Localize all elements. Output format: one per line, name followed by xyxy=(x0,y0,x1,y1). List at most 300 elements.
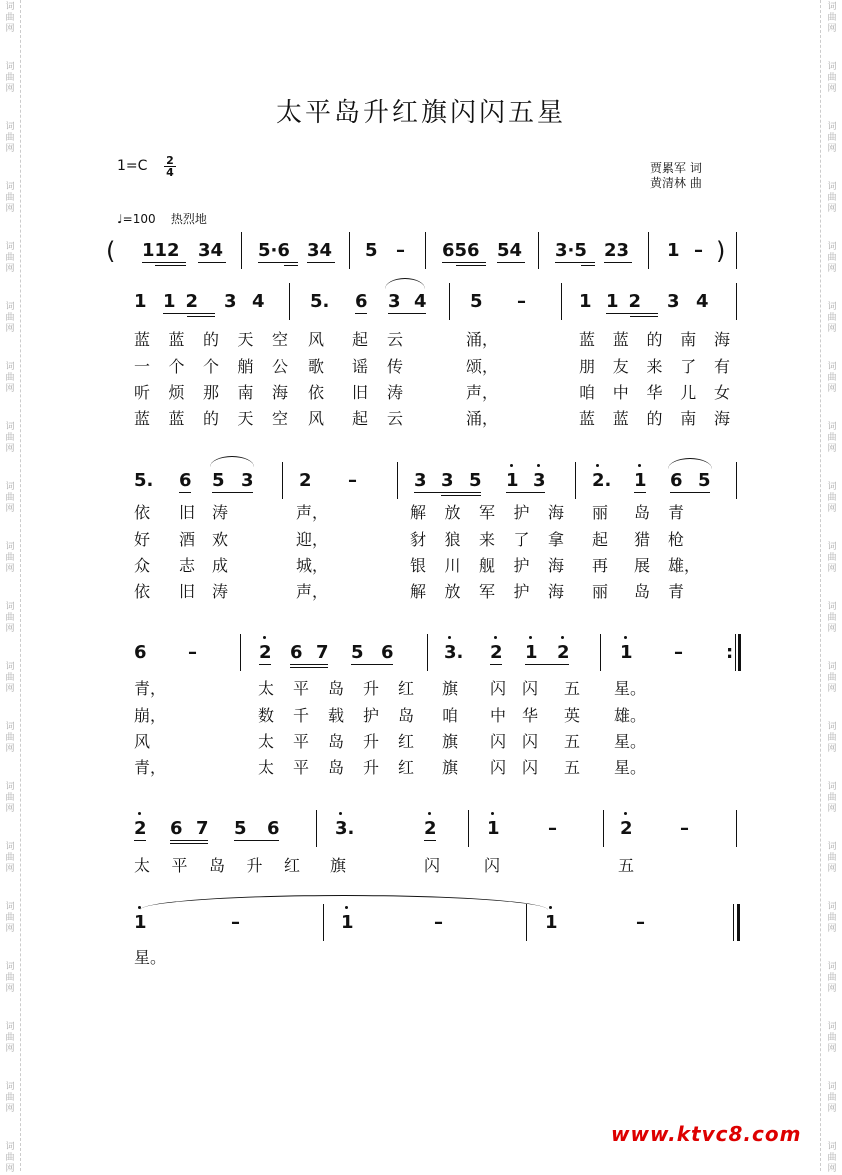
barline xyxy=(575,462,576,499)
watermark-mark: 词 曲 网 xyxy=(827,962,837,994)
note: 23 xyxy=(604,240,630,261)
note: 112 xyxy=(142,240,180,261)
lyric-char: 放 xyxy=(444,503,461,522)
tie xyxy=(140,895,548,910)
note: 6 xyxy=(355,291,368,312)
lyric-char: 天 xyxy=(237,330,254,349)
high-dot xyxy=(510,464,513,467)
watermark-mark: 词 曲 网 xyxy=(5,422,15,454)
high-dot xyxy=(345,906,348,909)
note: 6 xyxy=(179,470,192,491)
dash: – xyxy=(636,912,645,933)
lyric-char: 岛 xyxy=(398,706,415,725)
lyric-syllable: 城， xyxy=(296,556,329,575)
watermark-mark: 词 曲 网 xyxy=(5,602,15,634)
lyric-syllable: 好 xyxy=(134,530,151,549)
note: 6 xyxy=(134,642,147,663)
lyric-char: 平 xyxy=(171,856,188,875)
right-margin-line xyxy=(820,0,821,1171)
barline xyxy=(733,904,734,941)
lyric-syllable: 丽 xyxy=(592,582,609,601)
note: 1 xyxy=(667,240,680,261)
high-dot xyxy=(138,906,141,909)
lyric-syllable: 青 xyxy=(668,582,685,601)
high-dot xyxy=(537,464,540,467)
lyric-char: 拿 xyxy=(548,530,565,549)
lyric-syllable: 涌， xyxy=(466,409,499,428)
lyric-char: 个 xyxy=(168,357,185,376)
lyric-char: 蓝 xyxy=(134,330,151,349)
lyric-char: 有 xyxy=(714,357,731,376)
lyric-syllable: 颂， xyxy=(466,357,499,376)
lyric-syllable: 枪 xyxy=(668,530,685,549)
note: 5·6 xyxy=(258,240,290,261)
lyric-syllable: 闪 xyxy=(490,732,507,751)
underline xyxy=(234,840,279,841)
lyric-syllable: 星。 xyxy=(614,679,647,698)
final-barline xyxy=(738,634,741,671)
lyric-char: 护 xyxy=(513,582,530,601)
lyric-char: 海 xyxy=(714,330,731,349)
dash: – xyxy=(674,642,683,663)
watermark-mark: 词 曲 网 xyxy=(5,542,15,574)
lyric-char: 蓝 xyxy=(168,330,185,349)
lyric-char: 烦 xyxy=(168,383,185,402)
barline xyxy=(600,634,601,671)
lyric-char: 升 xyxy=(363,679,380,698)
lyric-char: 南 xyxy=(237,383,254,402)
barline xyxy=(241,232,242,269)
barline xyxy=(603,810,604,847)
lyric-char: 狼 xyxy=(444,530,461,549)
barline xyxy=(736,283,737,320)
barline xyxy=(397,462,398,499)
underline xyxy=(290,667,328,668)
high-dot xyxy=(638,464,641,467)
watermark-mark: 词 曲 网 xyxy=(827,1082,837,1114)
tempo-mark: ♩=100 xyxy=(117,212,156,226)
lyric-char: 咱 xyxy=(579,383,596,402)
lyric-char: 南 xyxy=(680,330,697,349)
underline xyxy=(351,664,393,665)
note: 2 xyxy=(134,818,147,839)
lyric-char: 华 xyxy=(646,383,663,402)
watermark-mark: 词 曲 网 xyxy=(827,842,837,874)
dash: – xyxy=(548,818,557,839)
lyric-syllable: 五 xyxy=(564,732,581,751)
lyric-syllable: 五 xyxy=(618,856,635,875)
lyric-syllable: 众 xyxy=(134,556,151,575)
underline xyxy=(525,664,569,665)
dash: – xyxy=(231,912,240,933)
underline xyxy=(634,492,646,493)
lyric-char: 那 xyxy=(203,383,220,402)
lyric-char: 蓝 xyxy=(579,409,596,428)
note: 1 xyxy=(634,470,647,491)
barline xyxy=(316,810,317,847)
underline xyxy=(170,843,208,844)
underline xyxy=(424,840,436,841)
barline xyxy=(736,232,737,269)
watermark-mark: 词 曲 网 xyxy=(827,602,837,634)
lyric-syllable: 云 xyxy=(387,330,404,349)
watermark-mark: 词 曲 网 xyxy=(5,302,15,334)
lyric-syllable: 咱 xyxy=(442,706,459,725)
note: 5. xyxy=(310,291,330,312)
lyric-syllable: 闪 xyxy=(522,679,539,698)
lyric-char: 友 xyxy=(612,357,629,376)
watermark-mark: 词 曲 网 xyxy=(5,842,15,874)
dash: – xyxy=(517,291,526,312)
watermark-mark: 词 曲 网 xyxy=(827,902,837,934)
lyric-char: 军 xyxy=(479,582,496,601)
watermark-mark: 词 曲 网 xyxy=(5,662,15,694)
lyric-char: 儿 xyxy=(680,383,697,402)
underline xyxy=(606,313,658,314)
watermark-mark: 词 曲 网 xyxy=(827,242,837,274)
lyric-syllable: 旧 xyxy=(352,383,369,402)
lyric-char: 来 xyxy=(479,530,496,549)
watermark-mark: 词 曲 网 xyxy=(827,302,837,334)
note: 3 xyxy=(224,291,237,312)
lyric-syllable: 青 xyxy=(668,503,685,522)
lyric-syllable: 声， xyxy=(466,383,499,402)
high-dot xyxy=(339,812,342,815)
lyric-syllable: 闪 xyxy=(490,758,507,777)
lyric-syllable: 闪 xyxy=(522,758,539,777)
lyric-char: 豺 xyxy=(410,530,427,549)
watermark-mark: 词 曲 网 xyxy=(5,242,15,274)
lyric-char: 千 xyxy=(293,706,310,725)
lyric-syllable: 涛 xyxy=(212,503,229,522)
lyric-char: 红 xyxy=(284,856,301,875)
barline xyxy=(323,904,324,941)
lyric-syllable: 闪 xyxy=(490,679,507,698)
watermark-mark: 词 曲 网 xyxy=(5,962,15,994)
watermark-mark: 词 曲 网 xyxy=(827,782,837,814)
watermark-mark: 词 曲 网 xyxy=(827,62,837,94)
watermark-mark: 词 曲 网 xyxy=(827,662,837,694)
lyric-char: 岛 xyxy=(328,758,345,777)
lyric-char: 红 xyxy=(398,732,415,751)
underline xyxy=(506,492,545,493)
underline xyxy=(259,664,271,665)
tempo-text: 热烈地 xyxy=(170,212,207,226)
high-dot xyxy=(448,636,451,639)
dash: – xyxy=(694,240,703,261)
key-signature: 1=C xyxy=(117,158,148,174)
barline xyxy=(736,462,737,499)
note: 3 xyxy=(533,470,546,491)
lyric-char: 太 xyxy=(134,856,151,875)
note: 3 xyxy=(441,470,454,491)
lyric-char: 朋 xyxy=(579,357,596,376)
underline xyxy=(630,316,658,317)
note: 2 xyxy=(620,818,633,839)
note: 3 xyxy=(667,291,680,312)
note: 1 xyxy=(506,470,519,491)
lyric-syllable: 闪 xyxy=(484,856,501,875)
note: 1 xyxy=(545,912,558,933)
lyric-char: 天 xyxy=(237,409,254,428)
website-url: www.ktvc8.com xyxy=(611,1122,802,1146)
underline xyxy=(179,492,191,493)
lyric-syllable: 青， xyxy=(134,679,167,698)
watermark-mark: 词 曲 网 xyxy=(827,422,837,454)
lyric-char: 空 xyxy=(272,409,289,428)
note: 1 xyxy=(341,912,354,933)
underline xyxy=(170,840,208,841)
underline xyxy=(555,262,595,263)
lyric-syllable: 五 xyxy=(564,679,581,698)
lyric-syllable: 雄， xyxy=(668,556,701,575)
lyric-char: 解 xyxy=(410,582,427,601)
lyric-char: 的 xyxy=(646,409,663,428)
high-dot xyxy=(549,906,552,909)
underline xyxy=(441,495,481,496)
open-paren: ( xyxy=(106,237,116,265)
watermark-mark: 词 曲 网 xyxy=(5,482,15,514)
barline xyxy=(648,232,649,269)
underline xyxy=(604,262,632,263)
lyric-syllable: 谣 xyxy=(352,357,369,376)
underline xyxy=(497,262,525,263)
lyric-char: 护 xyxy=(363,706,380,725)
watermark-mark: 词 曲 网 xyxy=(5,1142,15,1174)
lyric-char: 海 xyxy=(272,383,289,402)
underline xyxy=(258,262,298,263)
lyric-char: 太 xyxy=(258,732,275,751)
barline xyxy=(526,904,527,941)
lyric-syllable: 闪 xyxy=(424,856,441,875)
song-title: 太平岛升红旗闪闪五星 xyxy=(275,98,566,128)
note: 2 xyxy=(557,642,570,663)
note: 1 xyxy=(525,642,538,663)
lyric-char: 海 xyxy=(548,582,565,601)
underline xyxy=(670,492,710,493)
lyric-syllable: 起 xyxy=(352,409,369,428)
watermark-mark: 词 曲 网 xyxy=(827,722,837,754)
lyric-char: 女 xyxy=(714,383,731,402)
lyric-syllable: 依 xyxy=(134,503,151,522)
watermark-mark: 词 曲 网 xyxy=(5,122,15,154)
barline xyxy=(240,634,241,671)
watermark-mark: 词 曲 网 xyxy=(827,482,837,514)
lyric-char: 个 xyxy=(203,357,220,376)
note: 6 xyxy=(381,642,394,663)
barline xyxy=(561,283,562,320)
watermark-mark: 词 曲 网 xyxy=(827,542,837,574)
barline xyxy=(289,283,290,320)
underline xyxy=(307,262,335,263)
note: 5 xyxy=(234,818,247,839)
lyric-char: 数 xyxy=(258,706,275,725)
lyric-syllable: 中 xyxy=(490,706,507,725)
underline xyxy=(155,265,186,266)
lyric-char: 海 xyxy=(548,503,565,522)
watermark-mark: 词 曲 网 xyxy=(827,1142,837,1174)
note: 4 xyxy=(252,291,265,312)
lyric-char: 艄 xyxy=(237,357,254,376)
underline xyxy=(456,265,486,266)
underline xyxy=(142,262,186,263)
note: 5 xyxy=(365,240,378,261)
note: 2 xyxy=(299,470,312,491)
watermark-mark: 词 曲 网 xyxy=(5,362,15,394)
lyric-char: 南 xyxy=(680,409,697,428)
lyric-syllable: 英 xyxy=(564,706,581,725)
watermark-mark: 词 曲 网 xyxy=(827,2,837,34)
lyric-char: 升 xyxy=(246,856,263,875)
lyric-char: 平 xyxy=(293,758,310,777)
note: 5 xyxy=(470,291,483,312)
lyric-char: 来 xyxy=(646,357,663,376)
note: 1 xyxy=(487,818,500,839)
lyric-syllable: 涌， xyxy=(466,330,499,349)
lyric-syllable: 依 xyxy=(308,383,325,402)
lyric-syllable: 云 xyxy=(387,409,404,428)
tempo xyxy=(117,210,207,227)
watermark-mark: 词 曲 网 xyxy=(827,182,837,214)
lyric-syllable: 丽 xyxy=(592,503,609,522)
lyric-syllable: 欢 xyxy=(212,530,229,549)
high-dot xyxy=(561,636,564,639)
slur xyxy=(668,458,712,469)
note: 4 xyxy=(414,291,427,312)
underline xyxy=(187,316,215,317)
underline xyxy=(284,265,298,266)
high-dot xyxy=(596,464,599,467)
lyric-syllable: 旗 xyxy=(442,758,459,777)
lyric-syllable: 展 xyxy=(634,556,651,575)
composer: 黄清林 曲 xyxy=(650,176,702,190)
barline xyxy=(735,634,736,671)
high-dot xyxy=(624,812,627,815)
note: 7 xyxy=(316,642,329,663)
lyric-syllable: 星。 xyxy=(614,732,647,751)
watermark-mark: 词 曲 网 xyxy=(5,1022,15,1054)
lyric-syllable: 风 xyxy=(134,732,151,751)
note: 1 xyxy=(620,642,633,663)
lyric-char: 银 xyxy=(410,556,427,575)
underline xyxy=(388,313,426,314)
lyric-syllable: 声， xyxy=(296,582,329,601)
lyric-char: 海 xyxy=(548,556,565,575)
lyric-char: 护 xyxy=(513,556,530,575)
note: 1 xyxy=(134,291,147,312)
note: 3 xyxy=(414,470,427,491)
note: 5. xyxy=(134,470,154,491)
lyric-char: 平 xyxy=(293,732,310,751)
lyric-char: 蓝 xyxy=(134,409,151,428)
lyric-char: 岛 xyxy=(328,732,345,751)
lyric-syllable: 华 xyxy=(522,706,539,725)
lyric-char: 了 xyxy=(513,530,530,549)
note: 6 xyxy=(170,818,183,839)
watermark-mark: 词 曲 网 xyxy=(827,122,837,154)
lyric-char: 红 xyxy=(398,758,415,777)
left-margin-line xyxy=(20,0,21,1171)
watermark-mark: 词 曲 网 xyxy=(5,782,15,814)
note: 3 xyxy=(241,470,254,491)
lyric-syllable: 岛 xyxy=(634,503,651,522)
watermark-mark: 词 曲 网 xyxy=(5,722,15,754)
lyric-syllable: 雄。 xyxy=(614,706,647,725)
lyric-char: 升 xyxy=(363,732,380,751)
note: 2. xyxy=(592,470,612,491)
underline xyxy=(490,664,502,665)
lyric-char: 蓝 xyxy=(579,330,596,349)
note: 5 xyxy=(698,470,711,491)
lyric-syllable: 歌 xyxy=(308,357,325,376)
lyric-syllable: 涛 xyxy=(212,582,229,601)
lyric-syllable: 涛 xyxy=(387,383,404,402)
lyric-syllable: 旧 xyxy=(179,503,196,522)
lyric-syllable: 声， xyxy=(296,503,329,522)
time-signature xyxy=(164,155,176,178)
note: 2 xyxy=(259,642,272,663)
lyric-char: 了 xyxy=(680,357,697,376)
watermark-mark: 词 曲 网 xyxy=(5,902,15,934)
dash: – xyxy=(434,912,443,933)
underline xyxy=(134,840,146,841)
lyric-syllable: 星。 xyxy=(614,758,647,777)
barline xyxy=(349,232,350,269)
watermark-mark: 词 曲 网 xyxy=(827,362,837,394)
note: 4 xyxy=(696,291,709,312)
lyric-char: 平 xyxy=(293,679,310,698)
barline xyxy=(468,810,469,847)
lyric-char: 海 xyxy=(714,409,731,428)
note: 7 xyxy=(196,818,209,839)
lyric-char: 听 xyxy=(134,383,151,402)
high-dot xyxy=(428,812,431,815)
slur xyxy=(385,278,425,289)
lyric-char: 放 xyxy=(444,582,461,601)
lyricist: 贾累军 词 xyxy=(650,161,702,175)
underline xyxy=(442,262,486,263)
lyric-char: 红 xyxy=(398,679,415,698)
lyric-syllable: 旗 xyxy=(442,732,459,751)
time-sig-numerator: 2 xyxy=(164,155,176,167)
note: 12 xyxy=(606,291,652,312)
note: 12 xyxy=(163,291,209,312)
barline xyxy=(449,283,450,320)
note: 34 xyxy=(307,240,333,261)
lyric-char: 太 xyxy=(258,679,275,698)
lyric-syllable: 传 xyxy=(387,357,404,376)
lyric-char: 川 xyxy=(444,556,461,575)
high-dot xyxy=(491,812,494,815)
lyric-syllable: 旗 xyxy=(330,856,347,875)
lyric-syllable: 星。 xyxy=(134,948,167,967)
lyric-char: 蓝 xyxy=(612,330,629,349)
lyric-char: 的 xyxy=(203,330,220,349)
barline xyxy=(427,634,428,671)
barline xyxy=(538,232,539,269)
high-dot xyxy=(138,812,141,815)
note: 1 xyxy=(134,912,147,933)
lyric-syllable: 志 xyxy=(179,556,196,575)
lyric-syllable: 闪 xyxy=(522,732,539,751)
note: 6 xyxy=(670,470,683,491)
lyric-syllable: 起 xyxy=(352,330,369,349)
lyric-syllable: 旧 xyxy=(179,582,196,601)
close-paren: ) xyxy=(716,237,726,265)
lyric-syllable: 风 xyxy=(308,330,325,349)
high-dot xyxy=(263,636,266,639)
watermark-mark: 词 曲 网 xyxy=(827,1022,837,1054)
